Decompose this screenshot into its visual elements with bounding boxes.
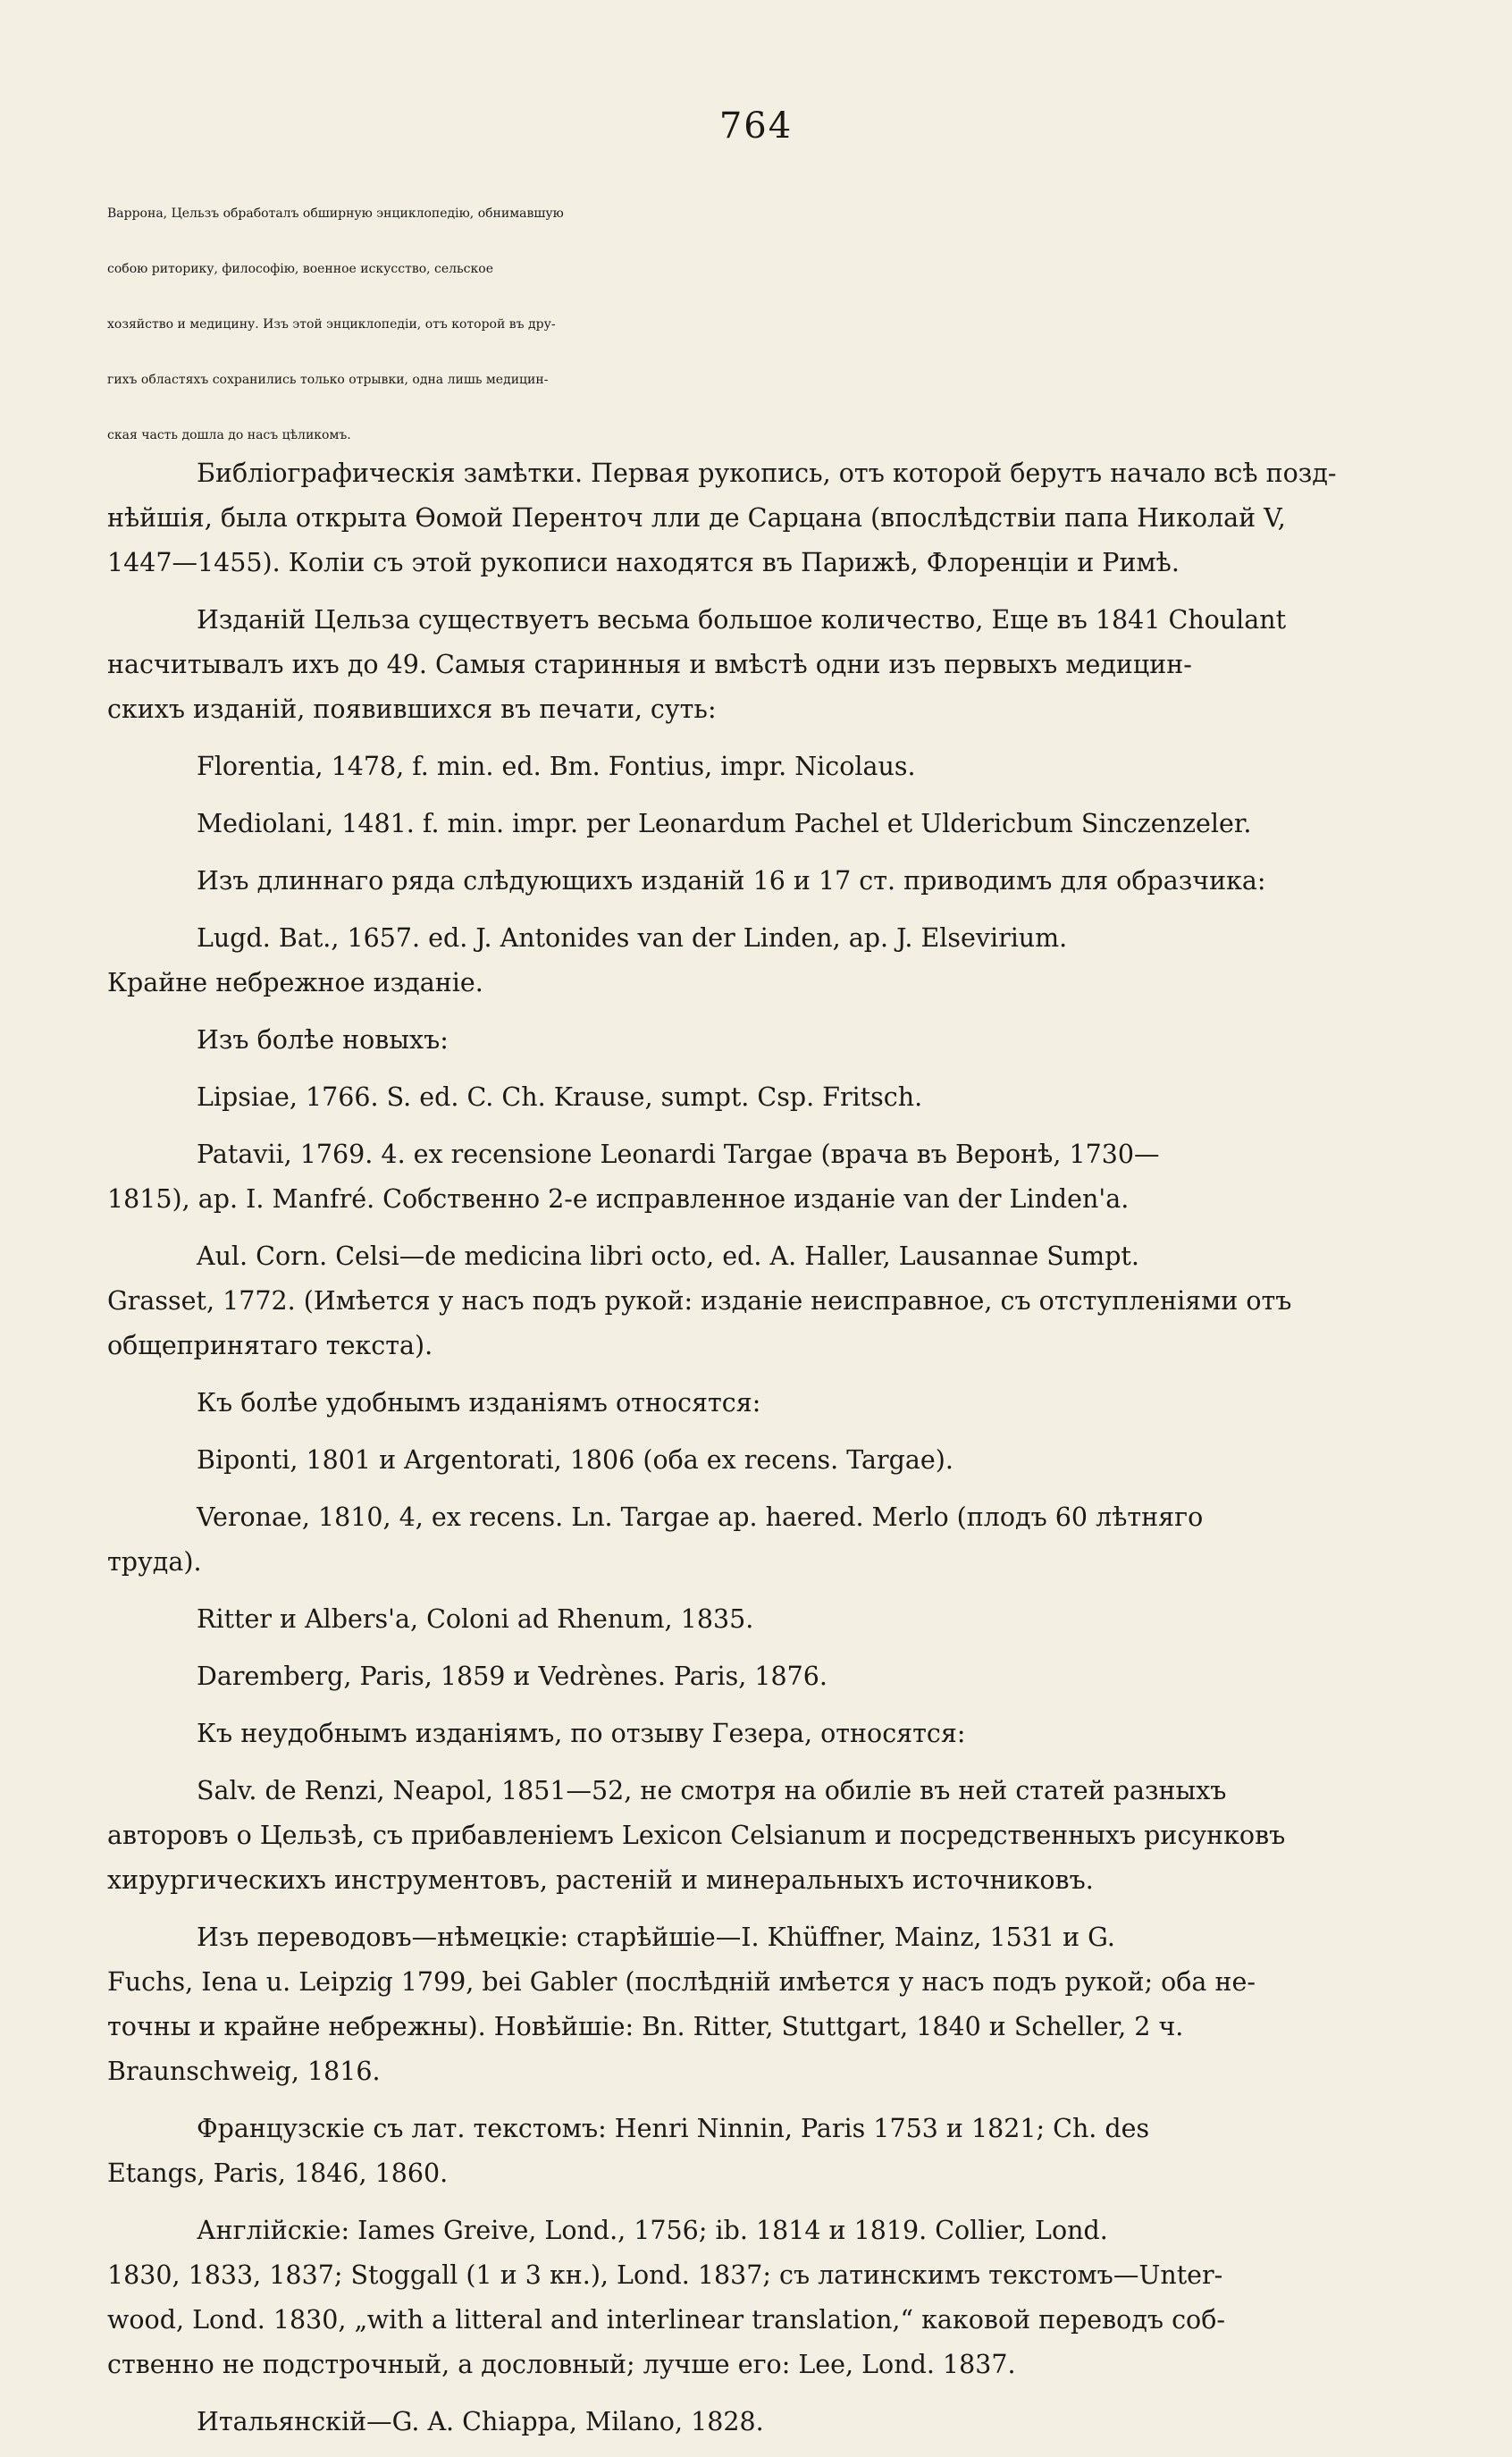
- text-line: 1830, 1833, 1837; Stoggall (1 и 3 кн.), Lond. 1837; съ латинскимъ текстомъ—Unter-: [107, 2260, 1223, 2290]
- text-line: Etangs, Paris, 1846, 1860.: [107, 2158, 449, 2188]
- text-line: хозяйство и медицину. Изъ этой энциклопедіи, отъ которой въ дру-: [107, 317, 556, 332]
- translations-french: [107, 2107, 1385, 2196]
- text-line: Изданій Цельза существуетъ весьма большое количество, Еще въ 1841 Choulant: [197, 605, 1287, 635]
- text-line: Ritter и Albers'a, Coloni ad Rhenum, 1835.: [197, 1604, 754, 1634]
- note-paragraph: [107, 859, 1385, 904]
- edition-entry: [107, 745, 1385, 789]
- page-number: 764: [718, 105, 794, 147]
- text-line: Daremberg, Paris, 1859 и Vedrènes. Paris, 1876.: [197, 1662, 827, 1691]
- note-heading: [107, 1381, 1385, 1426]
- text-line: ственно не подстрочный, а дословный; лучше его: Lee, Lond. 1837.: [107, 2350, 1016, 2379]
- text-line: Крайне небрежное изданіе.: [107, 968, 483, 997]
- text-line: Biponti, 1801 и Argentorati, 1806 (оба ex recens. Targae).: [197, 1445, 953, 1475]
- text-line: 1815), ap. I. Manfré. Собственно 2-е исправленное изданіе van der Linden'a.: [107, 1184, 1130, 1214]
- text-line: Варрона, Цельзъ обработалъ обширную энциклопедію, обнимавшую: [107, 206, 564, 221]
- text-line: насчитывалъ ихъ до 49. Самыя старинныя и вмѣстѣ одни изъ первыхъ медицин-: [107, 650, 1192, 679]
- text-line: скихъ изданій, появившихся въ печати, суть:: [107, 694, 717, 724]
- text-line: точны и крайне небрежны). Новѣйшіе: Bn. Ritter, Stuttgart, 1840 и Scheller, 2 ч.: [107, 2012, 1184, 2041]
- edition-entry: [107, 1132, 1385, 1222]
- text-line: авторовъ о Цельзѣ, съ прибавленіемъ Lexicon Celsianum и посредственныхъ рисунковъ: [107, 1821, 1286, 1850]
- text-line: Aul. Corn. Celsi—de medicina libri octo, ed. A. Haller, Lausannae Sumpt.: [197, 1241, 1139, 1271]
- text-line: Библіографическія замѣтки. Первая рукопись, отъ которой берутъ начало всѣ позд-: [197, 459, 1337, 488]
- edition-entry: [107, 1654, 1385, 1699]
- text-line: Veronae, 1810, 4, ex recens. Ln. Targae ap. haered. Merlo (плодъ 60 лѣтняго: [197, 1502, 1204, 1532]
- text-line: Французскіе съ лат. текстомъ: Henri Ninnin, Paris 1753 и 1821; Ch. des: [197, 2114, 1150, 2143]
- translations-italian: [107, 2400, 1385, 2444]
- edition-entry: [107, 1597, 1385, 1642]
- note-heading: [107, 1712, 1385, 1756]
- text-line: общепринятаго текста).: [107, 1331, 433, 1360]
- text-line: Англійскіе: Iames Greive, Lond., 1756; ib. 1814 и 1819. Collier, Lond.: [197, 2216, 1108, 2245]
- text-line: Къ неудобнымъ изданіямъ, по отзыву Гезера, относятся:: [197, 1719, 966, 1748]
- note-paragraph: [107, 598, 1385, 732]
- text-line: wood, Lond. 1830, „with a litteral and interlinear translation,“ каковой переводъ соб-: [107, 2305, 1225, 2335]
- text-line: Fuchs, Iena u. Leipzig 1799, bei Gabler (послѣдній имѣется у насъ подъ рукой; оба не-: [107, 1967, 1256, 1997]
- text-line: Mediolani, 1481. f. min. impr. per Leonardum Pachel et Uldericbum Sinczenzeler.: [197, 809, 1252, 838]
- edition-entry: [107, 1495, 1385, 1585]
- edition-entry: [107, 916, 1385, 1006]
- text-line: Grasset, 1772. (Имѣется у насъ подъ рукой: изданіе неисправное, съ отступленіями отъ: [107, 1286, 1292, 1316]
- text-line: гихъ областяхъ сохранились только отрывки, одна лишь медицин-: [107, 373, 549, 387]
- text-line: Patavii, 1769. 4. ex recensione Leonardi Targae (врача въ Веронѣ, 1730—: [197, 1140, 1160, 1169]
- translations-english: [107, 2209, 1385, 2387]
- text-line: Изъ длиннаго ряда слѣдующихъ изданій 16 и 17 ст. приводимъ для образчика:: [197, 866, 1266, 896]
- text-line: Lugd. Bat., 1657. ed. J. Antonides van der Linden, ap. J. Elsevirium.: [197, 923, 1068, 953]
- text-line: собою риторику, философію, военное искусство, сельское: [107, 262, 493, 276]
- text-line: Изъ болѣе новыхъ:: [197, 1025, 449, 1055]
- edition-entry: [107, 1769, 1385, 1903]
- text-line: нѣйшія, была открыта Ѳомой Перенточ лли де Сарцана (впослѣдствіи папа Николай V,: [107, 503, 1286, 533]
- text-line: Изъ переводовъ—нѣмецкіе: старѣйшіе—I. Khüffner, Mainz, 1531 и G.: [197, 1923, 1115, 1952]
- edition-entry: [107, 1234, 1385, 1368]
- edition-entry: [107, 1438, 1385, 1483]
- text-line: труда).: [107, 1547, 202, 1577]
- text-line: Salv. de Renzi, Neapol, 1851—52, не смотря на обиліе въ ней статей разныхъ: [197, 1776, 1227, 1805]
- text-line: 1447—1455). Коліи съ этой рукописи находятся въ Парижѣ, Флоренціи и Римѣ.: [107, 548, 1180, 577]
- translations-german: [107, 1915, 1385, 2094]
- edition-entry: [107, 1075, 1385, 1120]
- text-line: хирургическихъ инструментовъ, растеній и минеральныхъ источниковъ.: [107, 1865, 1094, 1895]
- bibliographic-notes: [107, 451, 1385, 2457]
- note-heading: [107, 1018, 1385, 1063]
- text-line: Къ болѣе удобнымъ изданіямъ относятся:: [197, 1388, 761, 1418]
- text-line: Lipsiae, 1766. S. ed. C. Ch. Krause, sumpt. Csp. Fritsch.: [197, 1082, 923, 1112]
- edition-entry: [107, 802, 1385, 846]
- text-line: ская часть дошла до насъ цѣликомъ.: [107, 428, 351, 442]
- text-line: Итальянскій—G. A. Chiappa, Milano, 1828.: [197, 2407, 764, 2436]
- main-paragraph: [107, 186, 1385, 463]
- text-line: Braunschweig, 1816.: [107, 2057, 381, 2086]
- text-line: Florentia, 1478, f. min. ed. Bm. Fontius, impr. Nicolaus.: [197, 752, 916, 781]
- note-paragraph: [107, 451, 1385, 585]
